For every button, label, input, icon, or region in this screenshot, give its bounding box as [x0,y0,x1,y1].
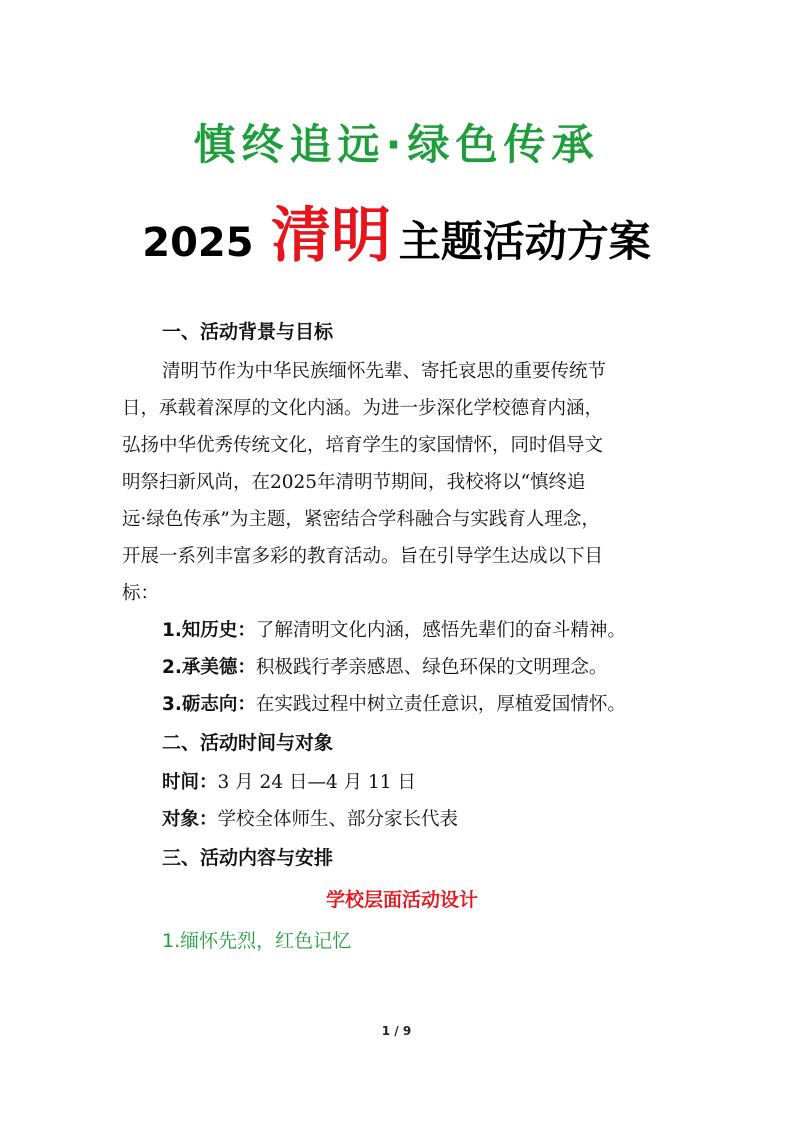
school-level-subheading: 学校层面活动设计 [325,889,478,911]
paragraph-line: 远·绿色传承”为主题，紧密结合学科融合与实践育人理念， [122,509,600,530]
target-value: 学校全体师生、部分家长代表 [217,809,459,830]
paragraph-line: 清明节作为中华民族缅怀先辈、寄托哀思的重要传统节 [162,361,607,382]
goal-text: 了解清明文化内涵，感悟先辈们的奋斗精神。 [255,620,626,641]
target-label: 对象： [162,809,218,830]
time-label: 时间： [162,772,218,793]
document-subtitle [0,188,793,274]
document-body [122,312,682,961]
subtitle-highlight: 清明 [271,201,392,271]
paragraph-line: 日，承载着深厚的文化内涵。为进一步深化学校德育内涵， [122,398,604,419]
section-heading-time: 二、活动时间与对象 [162,732,334,754]
document-title: 慎终追远·绿色传承 [193,120,600,169]
paragraph-line: 开展一系列丰富多彩的教育活动。旨在引导学生达成以下目 [122,546,604,567]
goal-label: 3.砺志向： [162,694,256,715]
goal-item [122,686,682,723]
paragraph-line: 弘扬中华优秀传统文化，培育学生的家国情怀，同时倡导文 [122,435,604,456]
goal-label: 2.承美德： [162,657,256,678]
time-line [122,764,682,801]
section-heading-content: 三、活动内容与安排 [162,847,334,869]
target-line [122,801,682,838]
paragraph-line: 标： [122,583,160,604]
activity-item-title: 1.缅怀先烈，红色记忆 [162,930,352,952]
page-indicator: 1 / 9 [381,1024,412,1038]
time-value: 3 月 24 日—4 月 11 日 [217,772,416,793]
section-heading-background: 一、活动背景与目标 [162,321,334,343]
goal-text: 积极践行孝亲感恩、绿色环保的文明理念。 [255,657,608,678]
paragraph-line: 明祭扫新风尚，在2025年清明节期间，我校将以“慎终追 [122,472,586,493]
goal-item [122,649,682,686]
goal-label: 1.知历史： [162,620,256,641]
subtitle-rest: 主题活动方案 [398,217,651,266]
goal-text: 在实践过程中树立责任意识，厚植爱国情怀。 [255,694,626,715]
subtitle-year: 2025 [142,220,254,266]
goal-item [122,612,682,649]
